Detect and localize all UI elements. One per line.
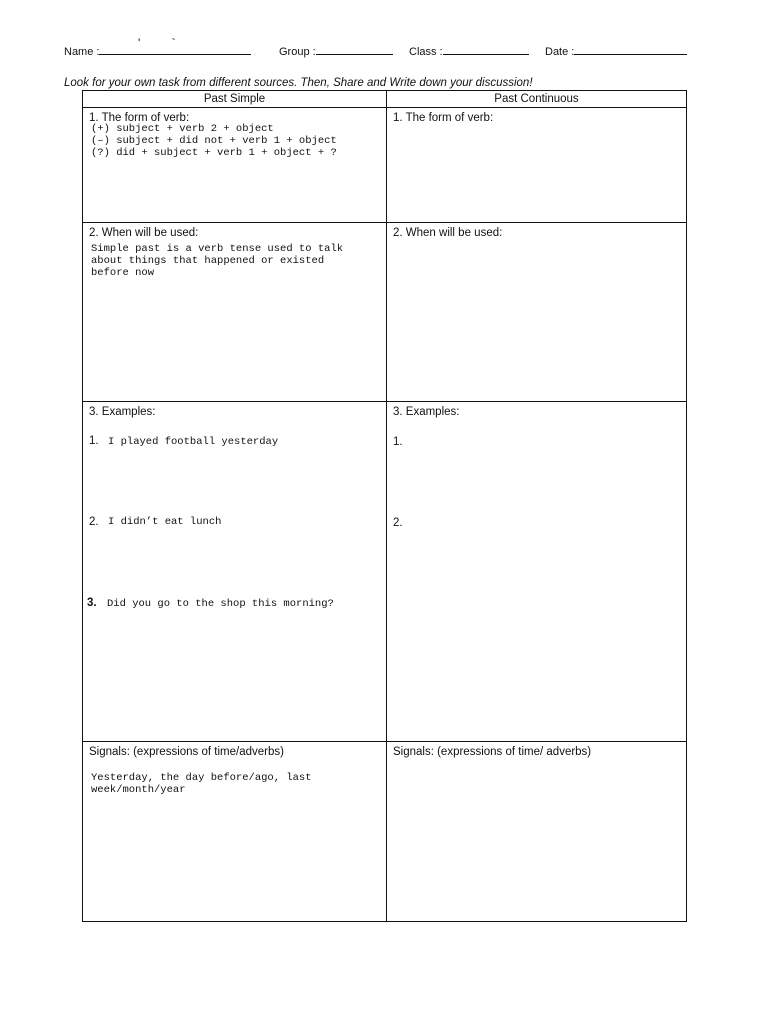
group-blank[interactable] [316, 44, 393, 55]
example-3-number: 3. [87, 597, 97, 609]
cell-form-past-simple[interactable] [83, 108, 387, 223]
usage-label: 2. When will be used: [89, 227, 199, 239]
example-2-number: 2. [393, 517, 403, 529]
form-line-positive: (+) subject + verb 2 + object [91, 123, 274, 135]
usage-text: Simple past is a verb tense used to talk about things that happened or existed before now [91, 243, 344, 279]
name-field[interactable] [64, 44, 251, 58]
column-header-past-simple: Past Simple [83, 91, 387, 108]
date-field[interactable] [545, 44, 687, 58]
cell-examples-past-continuous[interactable] [387, 402, 687, 742]
form-line-question: (?) did + subject + verb 1 + object + ? [91, 147, 337, 159]
column-header-past-continuous: Past Continuous [387, 91, 687, 108]
name-label: Name : [64, 46, 100, 58]
examples-label: 3. Examples: [393, 406, 460, 418]
signals-label: Signals: (expressions of time/adverbs) [89, 746, 284, 758]
cell-form-past-continuous[interactable] [387, 108, 687, 223]
form-label: 1. The form of verb: [89, 112, 190, 124]
date-blank[interactable] [574, 44, 687, 55]
examples-label: 3. Examples: [89, 406, 156, 418]
example-1-text: I played football yesterday [108, 436, 279, 448]
name-blank[interactable] [99, 44, 251, 55]
example-1-number: 1. [393, 436, 403, 448]
example-2-number: 2. [89, 516, 99, 528]
signals-text: Yesterday, the day before/ago, last week/month/year [91, 772, 312, 796]
example-1-number: 1. [89, 435, 99, 447]
class-field[interactable] [409, 44, 529, 58]
class-label: Class : [409, 46, 443, 58]
group-field[interactable] [279, 44, 393, 58]
usage-label: 2. When will be used: [393, 227, 503, 239]
cell-signals-past-simple[interactable] [83, 742, 387, 922]
cell-usage-past-continuous[interactable] [387, 223, 687, 402]
group-label: Group : [279, 46, 316, 58]
date-label: Date : [545, 46, 575, 58]
signals-label: Signals: (expressions of time/ adverbs) [393, 746, 592, 758]
form-label: 1. The form of verb: [393, 112, 494, 124]
example-2-text: I didn’t eat lunch [108, 516, 222, 528]
cell-usage-past-simple[interactable] [83, 223, 387, 402]
form-line-negative: (–) subject + did not + verb 1 + object [91, 135, 337, 147]
example-3-text: Did you go to the shop this morning? [107, 598, 334, 610]
class-blank[interactable] [443, 44, 529, 55]
tense-comparison-table [82, 90, 687, 922]
cell-signals-past-continuous[interactable] [387, 742, 687, 922]
instruction-text: Look for your own task from different sources. Then, Share and Write down your discussion! [64, 77, 533, 89]
name-marks: ' ` [138, 36, 190, 50]
cell-examples-past-simple[interactable] [83, 402, 387, 742]
